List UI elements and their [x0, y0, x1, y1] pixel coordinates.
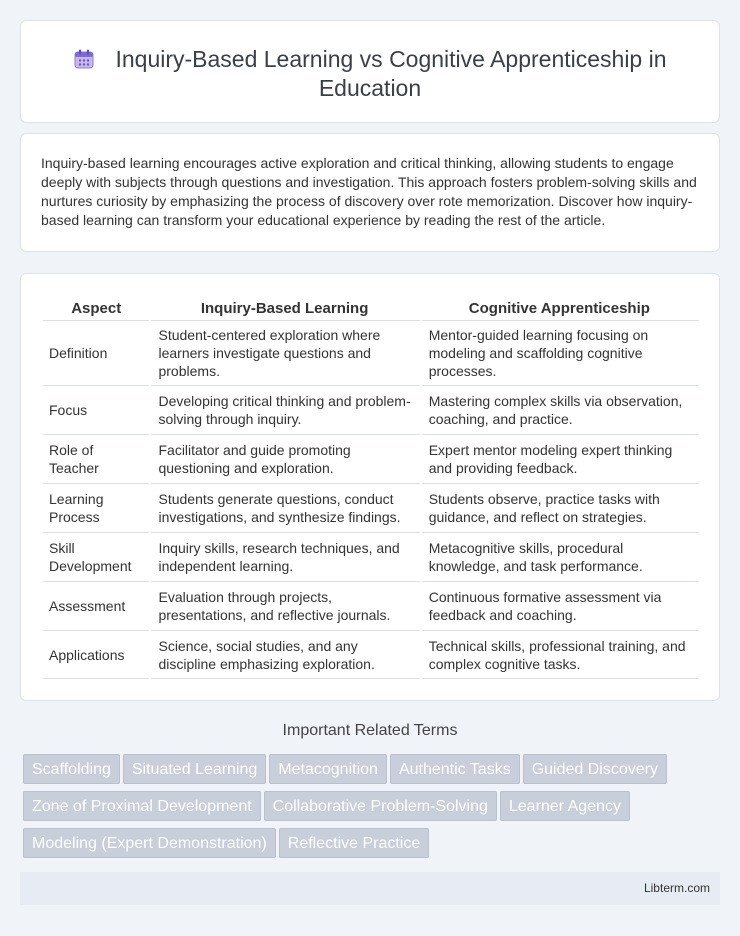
related-term-tag[interactable]: Authentic Tasks: [390, 754, 520, 784]
table-row: [43, 532, 699, 581]
cognitive-cell: Expert mentor modeling expert thinking and providing feedback.: [420, 434, 699, 483]
intro-card: [20, 133, 720, 252]
related-terms-list: [23, 754, 723, 865]
page-title-text: Inquiry-Based Learning vs Cognitive Apprenticeship in Education: [115, 46, 667, 101]
footer-link[interactable]: Libterm.com: [643, 881, 710, 895]
table-header-row: [43, 294, 699, 320]
table-body: [43, 320, 699, 679]
table-row: [43, 385, 699, 434]
cognitive-cell: Metacognitive skills, procedural knowledge, and task performance.: [420, 532, 699, 581]
inquiry-cell: Evaluation through projects, presentations, and reflective journals.: [149, 581, 419, 630]
comparison-card: [20, 273, 720, 701]
table-row: [43, 483, 699, 532]
aspect-cell: Applications: [43, 630, 149, 679]
aspect-cell: Role of Teacher: [43, 434, 149, 483]
header-inquiry: Inquiry-Based Learning: [200, 300, 369, 317]
inquiry-cell: Student-centered exploration where learners investigate questions and problems.: [149, 320, 419, 385]
aspect-cell: Focus: [43, 385, 149, 434]
related-term-tag[interactable]: Metacognition: [269, 754, 387, 784]
aspect-cell: Definition: [43, 320, 149, 385]
table-row: [43, 581, 699, 630]
related-term-tag[interactable]: Collaborative Problem-Solving: [264, 791, 497, 821]
cognitive-cell: Mentor-guided learning focusing on modeling and scaffolding cognitive processes.: [420, 320, 699, 385]
page-title: [21, 45, 719, 103]
inquiry-cell: Inquiry skills, research techniques, and independent learning.: [149, 532, 419, 581]
intro-text: Inquiry-based learning encourages active exploration and critical thinking, allowing students to engage deeply with subjects through questions and investigation. This approach fosters problem-solving skills and nurtures curiosity by emphasizing the process of discovery over rote memorization. Discover how inquiry-based learning can transform your educational experience by reading the rest of the article.: [41, 155, 697, 228]
related-term-tag[interactable]: Scaffolding: [23, 754, 120, 784]
inquiry-cell: Science, social studies, and any discipline emphasizing exploration.: [149, 630, 419, 679]
aspect-cell: Assessment: [43, 581, 149, 630]
related-term-tag[interactable]: Modeling (Expert Demonstration): [23, 828, 276, 858]
cognitive-cell: Continuous formative assessment via feedback and coaching.: [420, 581, 699, 630]
related-terms-title: Important Related Terms: [282, 722, 458, 739]
related-term-tag[interactable]: Situated Learning: [123, 754, 266, 784]
related-term-tag[interactable]: Learner Agency: [500, 791, 630, 821]
table-row: [43, 630, 699, 679]
header-aspect: Aspect: [71, 300, 122, 317]
related-term-tag[interactable]: Guided Discovery: [523, 754, 667, 784]
table-row: [43, 320, 699, 385]
header-card: [20, 20, 720, 123]
inquiry-cell: Students generate questions, conduct investigations, and synthesize findings.: [149, 483, 419, 532]
cognitive-cell: Technical skills, professional training, and complex cognitive tasks.: [420, 630, 699, 679]
inquiry-cell: Facilitator and guide promoting questioning and exploration.: [149, 434, 419, 483]
comparison-table: [43, 294, 699, 679]
cognitive-cell: Students observe, practice tasks with guidance, and reflect on strategies.: [420, 483, 699, 532]
related-term-tag[interactable]: Zone of Proximal Development: [23, 791, 261, 821]
footer: [20, 872, 720, 905]
cognitive-cell: Mastering complex skills via observation, coaching, and practice.: [420, 385, 699, 434]
calendar-icon: [73, 48, 95, 70]
header-cognitive: Cognitive Apprenticeship: [468, 300, 650, 317]
related-term-tag[interactable]: Reflective Practice: [279, 828, 430, 858]
inquiry-cell: Developing critical thinking and problem-solving through inquiry.: [149, 385, 419, 434]
aspect-cell: Learning Process: [43, 483, 149, 532]
table-row: [43, 434, 699, 483]
aspect-cell: Skill Development: [43, 532, 149, 581]
